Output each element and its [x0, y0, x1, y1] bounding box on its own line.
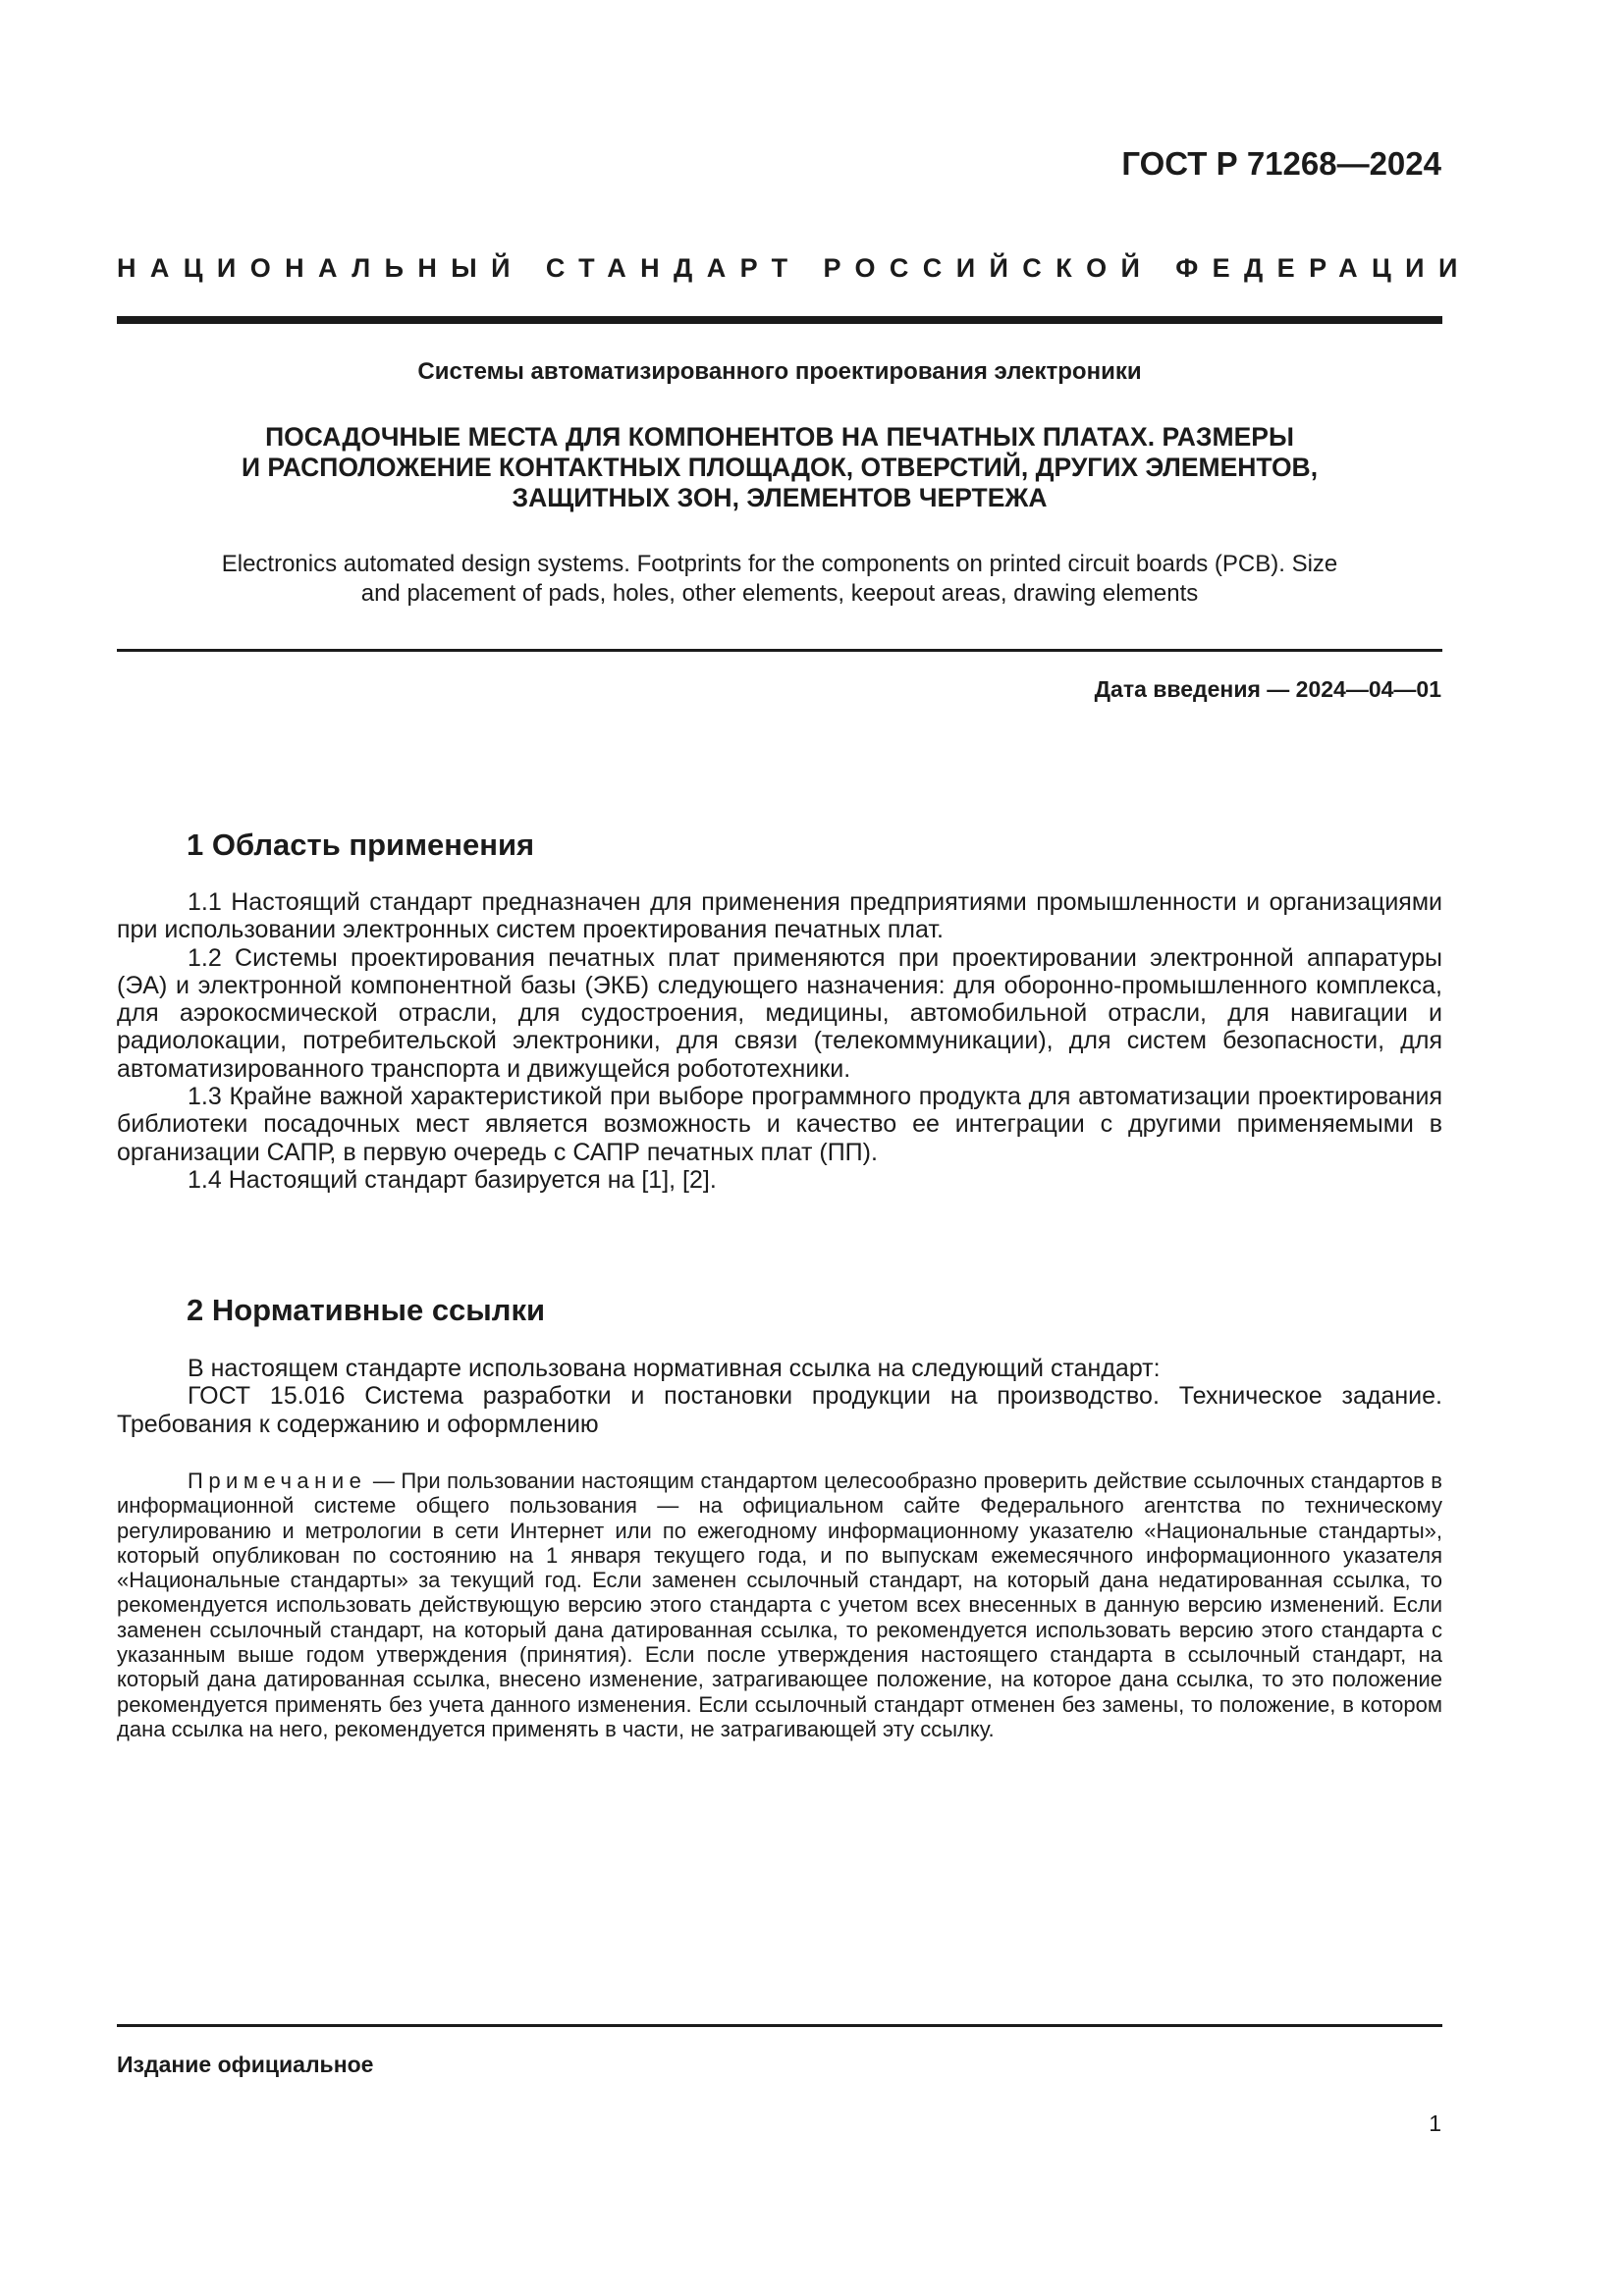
title-line: И РАСПОЛОЖЕНИЕ КОНТАКТНЫХ ПЛОЩАДОК, ОТВЕРСТИЙ, ДРУГИХ ЭЛЕМЕНТОВ,: [241, 453, 1319, 482]
section-2-heading: 2 Нормативные ссылки: [187, 1293, 546, 1327]
national-standard-banner: НАЦИОНАЛЬНЫЙ СТАНДАРТ РОССИЙСКОЙ ФЕДЕРАЦИИ: [117, 253, 1472, 283]
footer-divider: [117, 2024, 1442, 2027]
title-line: ПОСАДОЧНЫЕ МЕСТА ДЛЯ КОМПОНЕНТОВ НА ПЕЧАТНЫХ ПЛАТАХ. РАЗМЕРЫ: [265, 422, 1294, 452]
paragraph: 1.4 Настоящий стандарт базируется на [1], [2].: [188, 1165, 717, 1194]
english-title-line: Electronics automated design systems. Footprints for the components on printed circuit boards (PCB). Size: [221, 551, 1338, 577]
note-label: Примечание: [188, 1468, 367, 1493]
header-divider: [117, 316, 1442, 324]
subject-area-title: Системы автоматизированного проектирования электроники: [417, 358, 1142, 385]
introduction-date: Дата введения — 2024—04—01: [1094, 676, 1441, 702]
section-1-body: [117, 888, 1442, 1194]
paragraph: 1.1 Настоящий стандарт предназначен для применения предприятиями промышленности и организациями при использовании электронных систем проектирования печатных плат.: [117, 888, 1442, 944]
note: [117, 1468, 1442, 1741]
paragraph: 1.3 Крайне важной характеристикой при выборе программного продукта для автоматизации проектирования библиотеки посадочных мест является возможность и качество ее интеграции с другими применяемыми в организации САПР, в первую очередь с САПР печатных плат (ПП).: [117, 1083, 1442, 1166]
page-number: 1: [1429, 2110, 1441, 2136]
english-title-line: and placement of pads, holes, other elements, keepout areas, drawing elements: [360, 580, 1199, 607]
document-number: ГОСТ Р 71268—2024: [1121, 145, 1441, 182]
english-title: [117, 550, 1442, 609]
title-divider: [117, 649, 1442, 652]
title-line: ЗАЩИТНЫХ ЗОН, ЭЛЕМЕНТОВ ЧЕРТЕЖА: [512, 483, 1048, 512]
note-text: — При пользовании настоящим стандартом целесообразно проверить действие ссылочных стандартов в информационной системе общего пользования — на официальном сайте Федерального агентства по техническому регулированию и метрологии в сети Интернет или по ежегодному информационному указателю «Национальные стандарты», который опубликован по состоянию на 1 января текущего года, и по выпускам ежемесячного информационного указателя «Национальные стандарты» за текущий год. Если заменен ссылочный стандарт, на который дана недатированная ссылка, то рекомендуется использовать действующую версию этого стандарта с учетом всех внесенных в данную версию изменений. Если заменен ссылочный стандарт, на который дана датированная ссылка, то рекомендуется использовать версию этого стандарта с указанным выше годом утверждения (принятия). Если после утверждения настоящего стандарта в ссылочный стандарт, на который дана датированная ссылка, внесено изменение, затрагивающее положение, на которое дана ссылка, то это положение рекомендуется применять без учета данного изменения. Если ссылочный стандарт отменен без замены, то положение, в котором дана ссылка на него, рекомендуется применять в части, не затрагивающей эту ссылку.: [117, 1468, 1442, 1741]
section-2-body: [117, 1355, 1442, 1438]
paragraph: ГОСТ 15.016 Система разработки и постановки продукции на производство. Техническое задание. Требования к содержанию и оформлению: [117, 1382, 1442, 1438]
paragraph: 1.2 Системы проектирования печатных плат применяются при проектировании электронной аппаратуры (ЭА) и электронной компонентной базы (ЭКБ) следующего назначения: для оборонно-промышленного комплекса, для аэрокосмической отрасли, для судостроения, медицины, автомобильной отрасли, для навигации и радиолокации, потребительской электроники, для связи (телекоммуникации), для систем безопасности, для автоматизированного транспорта и движущейся робототехники.: [117, 943, 1442, 1083]
official-edition-label: Издание официальное: [117, 2052, 374, 2077]
document-title: [117, 422, 1442, 513]
section-1-heading: 1 Область применения: [187, 828, 535, 862]
paragraph: В настоящем стандарте использована нормативная ссылка на следующий стандарт:: [188, 1355, 1161, 1382]
